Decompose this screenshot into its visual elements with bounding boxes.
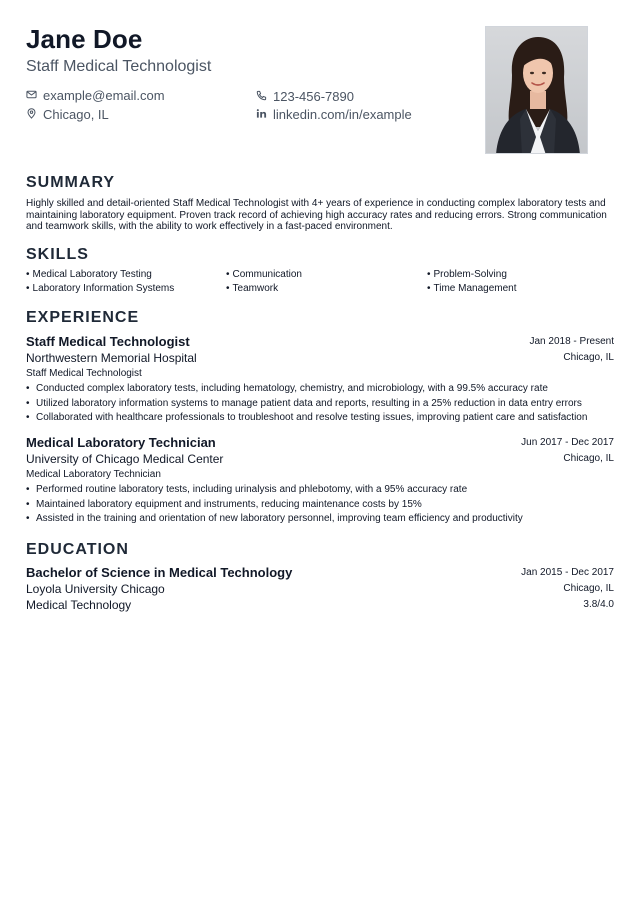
list-item: • Assisted in the training and orientation of new laboratory personnel, improving team efficiency and productivity	[26, 512, 614, 527]
phone-text[interactable]: 123-456-7890	[273, 89, 354, 104]
skills-list	[26, 269, 614, 294]
job-title: Staff Medical Technologist	[26, 334, 190, 349]
job-subtitle: Medical Laboratory Technician	[26, 469, 161, 480]
list-item: • Utilized laboratory information systems to manage patient data and reports, resulting in a 25% reduction in data entry errors	[26, 397, 614, 412]
list-item: • Performed routine laboratory tests, including urinalysis and phlebotomy, with a 95% accuracy rate	[26, 483, 614, 498]
summary-text: Highly skilled and detail-oriented Staff Medical Technologist with 4+ years of experience in conducting complex laboratory tests and maintaining laboratory equipment. Proven track record of achieving high accuracy rates and reducing errors. Strong communication and teamwork skills, with the ability to work effectively in a fast-paced environment.	[26, 198, 607, 232]
job-bullets	[26, 483, 614, 527]
map-pin-icon	[26, 107, 37, 122]
linkedin-text[interactable]: linkedin.com/in/example	[273, 107, 412, 122]
candidate-name: Jane Doe	[26, 24, 143, 54]
skill-item: • Time Management	[427, 283, 614, 294]
phone-icon	[256, 89, 267, 104]
profile-photo	[485, 26, 588, 154]
skill-item: • Problem-Solving	[427, 269, 614, 280]
education-entry	[26, 565, 614, 614]
experience-entry	[26, 435, 614, 527]
job-company: Northwestern Memorial Hospital	[26, 351, 197, 365]
job-location: Chicago, IL	[563, 352, 614, 363]
envelope-icon	[26, 88, 37, 103]
job-bullets	[26, 382, 614, 426]
job-company: University of Chicago Medical Center	[26, 452, 224, 466]
summary-heading: SUMMARY	[26, 174, 116, 191]
gpa: 3.8/4.0	[583, 599, 614, 610]
contact-location	[26, 107, 109, 122]
list-item: • Collaborated with healthcare professionals to troubleshoot and resolve testing issues, improving patient care and satisfaction	[26, 411, 614, 426]
degree-title: Bachelor of Science in Medical Technology	[26, 565, 293, 580]
linkedin-icon	[256, 107, 267, 122]
skill-item: • Medical Laboratory Testing	[26, 269, 226, 280]
education-heading: EDUCATION	[26, 541, 129, 558]
contact-linkedin[interactable]	[256, 107, 412, 122]
list-item: • Conducted complex laboratory tests, including hematology, chemistry, and microbiology, with a 99.5% accuracy rate	[26, 382, 614, 397]
email-text[interactable]: example@email.com	[43, 88, 165, 103]
school-name: Loyola University Chicago	[26, 582, 165, 596]
skill-item: • Laboratory Information Systems	[26, 283, 226, 294]
skill-item: • Teamwork	[226, 283, 427, 294]
list-item: • Maintained laboratory equipment and instruments, reducing maintenance costs by 15%	[26, 498, 614, 513]
candidate-title: Staff Medical Technologist	[26, 58, 212, 75]
contact-email[interactable]	[26, 88, 165, 103]
job-subtitle: Staff Medical Technologist	[26, 368, 142, 379]
job-dates: Jan 2018 - Present	[529, 336, 614, 347]
location-text: Chicago, IL	[43, 107, 109, 122]
contact-phone[interactable]	[256, 89, 354, 104]
experience-entry	[26, 334, 614, 426]
job-dates: Jun 2017 - Dec 2017	[521, 437, 614, 448]
experience-heading: EXPERIENCE	[26, 309, 140, 326]
education-dates: Jan 2015 - Dec 2017	[521, 567, 614, 578]
job-location: Chicago, IL	[563, 453, 614, 464]
job-title: Medical Laboratory Technician	[26, 435, 216, 450]
school-location: Chicago, IL	[563, 583, 614, 594]
skills-heading: SKILLS	[26, 246, 89, 263]
field-of-study: Medical Technology	[26, 598, 132, 612]
skill-item: • Communication	[226, 269, 427, 280]
